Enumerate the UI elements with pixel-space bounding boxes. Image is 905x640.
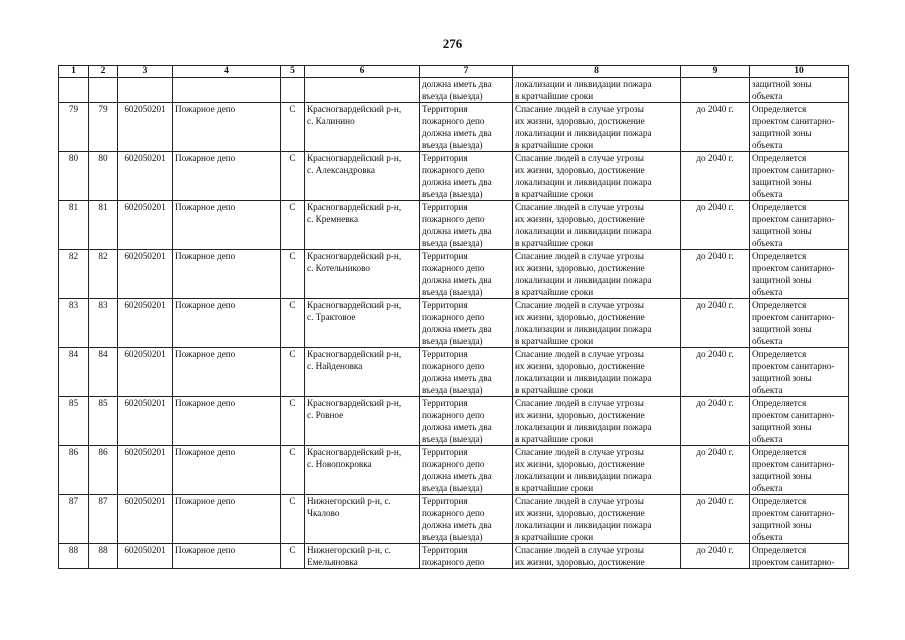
cell-number: 84 — [59, 348, 89, 397]
header-cell: 6 — [305, 66, 420, 78]
cell-zone: Определяется проектом санитарно- защитной зоны объекта — [750, 397, 849, 446]
cell-deadline: до 2040 г. — [681, 348, 750, 397]
cell-status: С — [281, 446, 305, 495]
cell-code: 602050201 — [118, 103, 173, 152]
cell-status: С — [281, 495, 305, 544]
cell-deadline: до 2040 г. — [681, 495, 750, 544]
cell-object-name: Пожарное депо — [173, 103, 281, 152]
cell-number: 85 — [59, 397, 89, 446]
cell-status: С — [281, 544, 305, 569]
cell-zone: Определяется проектом санитарно- — [750, 544, 849, 569]
cell-status — [281, 78, 305, 103]
cell-purpose: Спасание людей в случае угрозы их жизни, здоровью, достижение локализации и ликвидации пожара в кратчайшие сроки — [513, 299, 681, 348]
cell-status: С — [281, 348, 305, 397]
cell-characteristics: Территория пожарного депо должна иметь два въезда (выезда) — [420, 250, 513, 299]
cell-deadline: до 2040 г. — [681, 152, 750, 201]
cell-characteristics: Территория пожарного депо должна иметь два въезда (выезда) — [420, 495, 513, 544]
cell-number: 79 — [59, 103, 89, 152]
cell-number: 86 — [59, 446, 89, 495]
cell-location: Красногвардейский р-н, с. Новопокровка — [305, 446, 420, 495]
header-cell: 3 — [118, 66, 173, 78]
table-row — [59, 348, 849, 397]
table-row — [59, 201, 849, 250]
cell-location: Красногвардейский р-н, с. Калинино — [305, 103, 420, 152]
cell-location: Красногвардейский р-н, с. Котельниково — [305, 250, 420, 299]
cell-status: С — [281, 103, 305, 152]
cell-index: 83 — [89, 299, 118, 348]
cell-object-name: Пожарное депо — [173, 446, 281, 495]
cell-status: С — [281, 201, 305, 250]
cell-code: 602050201 — [118, 152, 173, 201]
cell-code: 602050201 — [118, 250, 173, 299]
cell-index: 80 — [89, 152, 118, 201]
cell-location: Красногвардейский р-н, с. Кремневка — [305, 201, 420, 250]
cell-object-name: Пожарное депо — [173, 495, 281, 544]
cell-characteristics: Территория пожарного депо должна иметь два въезда (выезда) — [420, 348, 513, 397]
cell-code: 602050201 — [118, 201, 173, 250]
cell-index: 85 — [89, 397, 118, 446]
cell-purpose: Спасание людей в случае угрозы их жизни, здоровью, достижение локализации и ликвидации пожара в кратчайшие сроки — [513, 152, 681, 201]
cell-status: С — [281, 299, 305, 348]
cell-location: Нижнегорский р-н, с. Емельяновка — [305, 544, 420, 569]
cell-number: 87 — [59, 495, 89, 544]
header-cell: 2 — [89, 66, 118, 78]
cell-number: 80 — [59, 152, 89, 201]
cell-characteristics: Территория пожарного депо должна иметь два въезда (выезда) — [420, 446, 513, 495]
cell-location: Красногвардейский р-н, с. Ровное — [305, 397, 420, 446]
cell-purpose: локализации и ликвидации пожара в кратчайшие сроки — [513, 78, 681, 103]
cell-characteristics: Территория пожарного депо должна иметь два въезда (выезда) — [420, 152, 513, 201]
cell-code: 602050201 — [118, 299, 173, 348]
cell-purpose: Спасание людей в случае угрозы их жизни, здоровью, достижение локализации и ликвидации пожара в кратчайшие сроки — [513, 348, 681, 397]
cell-code: 602050201 — [118, 348, 173, 397]
cell-deadline: до 2040 г. — [681, 397, 750, 446]
cell-characteristics: Территория пожарного депо должна иметь два въезда (выезда) — [420, 201, 513, 250]
cell-zone: Определяется проектом санитарно- защитной зоны объекта — [750, 250, 849, 299]
cell-number: 81 — [59, 201, 89, 250]
table-row — [59, 446, 849, 495]
cell-index: 84 — [89, 348, 118, 397]
cell-purpose: Спасание людей в случае угрозы их жизни, здоровью, достижение локализации и ликвидации пожара в кратчайшие сроки — [513, 495, 681, 544]
cell-index: 82 — [89, 250, 118, 299]
cell-purpose: Спасание людей в случае угрозы их жизни, здоровью, достижение локализации и ликвидации пожара в кратчайшие сроки — [513, 397, 681, 446]
cell-deadline: до 2040 г. — [681, 299, 750, 348]
cell-deadline: до 2040 г. — [681, 544, 750, 569]
cell-location — [305, 78, 420, 103]
register-table — [58, 65, 849, 569]
cell-characteristics: Территория пожарного депо должна иметь два въезда (выезда) — [420, 299, 513, 348]
table-row — [59, 397, 849, 446]
cell-characteristics: Территория пожарного депо должна иметь два въезда (выезда) — [420, 397, 513, 446]
cell-number — [59, 78, 89, 103]
cell-code: 602050201 — [118, 544, 173, 569]
cell-zone: защитной зоны объекта — [750, 78, 849, 103]
cell-deadline: до 2040 г. — [681, 446, 750, 495]
header-cell: 9 — [681, 66, 750, 78]
header-cell: 7 — [420, 66, 513, 78]
table-row — [59, 299, 849, 348]
cell-index: 87 — [89, 495, 118, 544]
header-cell: 8 — [513, 66, 681, 78]
cell-object-name: Пожарное депо — [173, 348, 281, 397]
cell-zone: Определяется проектом санитарно- защитной зоны объекта — [750, 348, 849, 397]
cell-object-name — [173, 78, 281, 103]
cell-number: 83 — [59, 299, 89, 348]
cell-object-name: Пожарное депо — [173, 299, 281, 348]
cell-characteristics: Территория пожарного депо должна иметь два въезда (выезда) — [420, 103, 513, 152]
cell-zone: Определяется проектом санитарно- защитной зоны объекта — [750, 495, 849, 544]
cell-location: Красногвардейский р-н, с. Найденовка — [305, 348, 420, 397]
cell-zone: Определяется проектом санитарно- защитной зоны объекта — [750, 201, 849, 250]
cell-characteristics: Территория пожарного депо — [420, 544, 513, 569]
cell-index: 79 — [89, 103, 118, 152]
cell-characteristics: должна иметь два въезда (выезда) — [420, 78, 513, 103]
cell-purpose: Спасание людей в случае угрозы их жизни, здоровью, достижение локализации и ликвидации пожара в кратчайшие сроки — [513, 103, 681, 152]
cell-deadline: до 2040 г. — [681, 250, 750, 299]
header-cell: 5 — [281, 66, 305, 78]
table-row — [59, 495, 849, 544]
cell-zone: Определяется проектом санитарно- защитной зоны объекта — [750, 446, 849, 495]
cell-object-name: Пожарное депо — [173, 201, 281, 250]
cell-zone: Определяется проектом санитарно- защитной зоны объекта — [750, 299, 849, 348]
cell-object-name: Пожарное депо — [173, 152, 281, 201]
table-row — [59, 152, 849, 201]
cell-index: 81 — [89, 201, 118, 250]
cell-code: 602050201 — [118, 446, 173, 495]
cell-zone: Определяется проектом санитарно- защитной зоны объекта — [750, 152, 849, 201]
cell-number: 82 — [59, 250, 89, 299]
cell-code: 602050201 — [118, 397, 173, 446]
cell-zone: Определяется проектом санитарно- защитной зоны объекта — [750, 103, 849, 152]
cell-deadline — [681, 78, 750, 103]
table-row — [59, 544, 849, 569]
header-cell: 1 — [59, 66, 89, 78]
cell-purpose: Спасание людей в случае угрозы их жизни, здоровью, достижение локализации и ликвидации пожара в кратчайшие сроки — [513, 446, 681, 495]
cell-purpose: Спасание людей в случае угрозы их жизни, здоровью, достижение — [513, 544, 681, 569]
cell-location: Красногвардейский р-н, с. Александровка — [305, 152, 420, 201]
cell-object-name: Пожарное депо — [173, 397, 281, 446]
cell-index: 88 — [89, 544, 118, 569]
cell-object-name: Пожарное депо — [173, 250, 281, 299]
table-row — [59, 250, 849, 299]
table-row — [59, 103, 849, 152]
cell-location: Красногвардейский р-н, с. Трактовое — [305, 299, 420, 348]
cell-purpose: Спасание людей в случае угрозы их жизни, здоровью, достижение локализации и ликвидации пожара в кратчайшие сроки — [513, 201, 681, 250]
cell-location: Нижнегорский р-н, с. Чкалово — [305, 495, 420, 544]
header-row — [59, 66, 849, 78]
cell-index: 86 — [89, 446, 118, 495]
cell-deadline: до 2040 г. — [681, 201, 750, 250]
cell-code — [118, 78, 173, 103]
cell-code: 602050201 — [118, 495, 173, 544]
table-header — [59, 66, 849, 78]
cell-purpose: Спасание людей в случае угрозы их жизни, здоровью, достижение локализации и ликвидации пожара в кратчайшие сроки — [513, 250, 681, 299]
page-number: 276 — [442, 36, 463, 51]
cell-status: С — [281, 152, 305, 201]
cell-status: С — [281, 397, 305, 446]
table-body — [59, 78, 849, 569]
header-cell: 4 — [173, 66, 281, 78]
cell-status: С — [281, 250, 305, 299]
continuation-row — [59, 78, 849, 103]
cell-index — [89, 78, 118, 103]
cell-deadline: до 2040 г. — [681, 103, 750, 152]
header-cell: 10 — [750, 66, 849, 78]
cell-object-name: Пожарное депо — [173, 544, 281, 569]
cell-number: 88 — [59, 544, 89, 569]
